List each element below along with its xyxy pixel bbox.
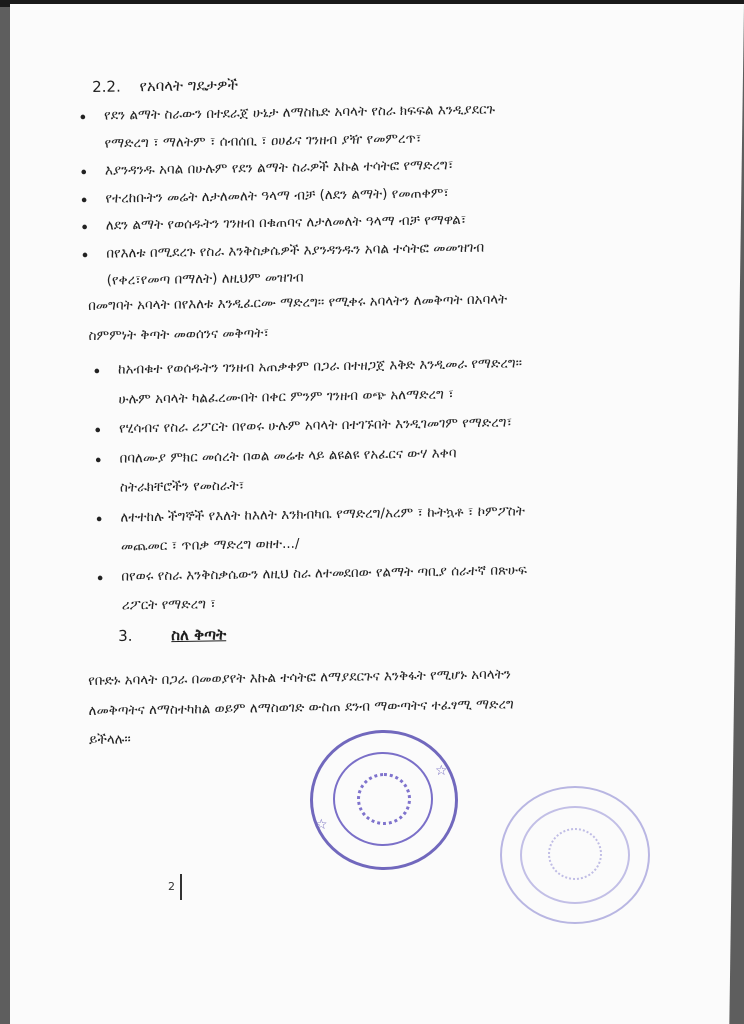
list-item: • በየወሩ የስራ እንቅስቃሴውን ለዚህ ስራ ለተመደበው የልማት ጣቢያ ሰራተኛ በጽሁፍ ሪፖርት የማድረግ ፣ [95,559,696,616]
section-number: 2.2. [92,77,121,96]
obligations-list [92,353,696,628]
star-icon: ☆ [435,763,448,779]
section-title: ስለ ቅጣት [171,625,227,645]
list-item: • የሂሳብና የስራ ሪፖርት በየወሩ ሁሉም አባላት በተገኙበት እንዲገመገም የማድረግ፣ [93,412,693,439]
official-seal-stamp [310,730,458,870]
seal-emblem [357,773,411,825]
seal-emblem [548,828,602,880]
list-item: • በየእለቱ በሚደረጉ የስራ እንቅስቃሴዎች እያንዳንዱን አባል ተሳትፎ መመዝገብ (የቀረ፣የመጣ በማለት) ለዚህም መዝገብ [80,236,691,291]
list-item: • ለደን ልማት የወሰዱትን ገንዘብ በቁጠባና ለታለመለት ዓላማ ብቻ የማዋል፣ [80,209,690,236]
page-number-bar [180,874,182,900]
page-number: 2 [168,880,175,893]
duties-list [78,98,691,300]
list-item: • እያንዳንዱ አባል በሁሉም የደን ልማት ስራዎች እኩል ተሳትፎ የማድረግ፣ [79,154,689,181]
paragraph-penalty: የቡድኑ አባላት በጋራ በመወያየት እኩል ተሳትፎ ለማያደርጉና እንቅፋት የሚሆኑ አባላትን ለመቅጣትና ለማስተካከል ወይም ለማስወገድ ውስጠ ደንብ ማውጣትና ተፈፃሚ ማድረግ ይችላሉ፡፡ [88,666,514,749]
list-item: • ከአብቁተ የወሰዱትን ገንዘብ አጠቃቀም በጋራ በተዘጋጀ እቅድ እንዲመራ የማድረግ፡፡ ሁሉም አባላት ካልፈረሙበት በቀር ምንም ገንዘብ ወጭ አለማድረግ ፣ [92,353,693,410]
section-title: የአባላት ግዴታዎች [139,75,239,96]
section-heading-3 [118,625,226,645]
list-item: • የተረከቡትን መሬት ለታለመለት ዓላማ ብቻ (ለደን ልማት) የመጠቀም፣ [79,181,689,208]
faded-seal-stamp [500,786,650,924]
section-heading-2-2 [92,76,238,96]
star-icon: ☆ [315,817,328,833]
list-item: • የደን ልማት ስራውን በተደራጀ ሁኔታ ለማስኬድ አባላት የስራ ክፍፍል እንዲያደርጉ የማድረግ ፣ ማለትም ፣ ሰብሰቢ ፣ ዐሀፊና ገንዘብ ያዥ የመምረጥ፣ [78,98,689,153]
list-item: • ለተተከሉ ችግኞች የእለት ከእለት እንክብካቤ የማድረግ/አረም ፣ ኩትኳቶ ፣ ኮምፖስት መጨመር ፣ ጥበቃ ማድረግ ወዘተ.../ [94,500,695,557]
list-item: • በባለሙያ ምክር መሰረት በወል መሬቱ ላይ ልዩልዩ የአፈርና ውሃ እቀባ ስትራክቸሮችን የመስራት፣ [93,441,694,498]
section-number: 3. [118,626,133,645]
paragraph-attendance: በመግባት አባላት በየእለቱ እንዲፈርሙ ማድረግ፡፡ የሚቀሩ አባላትን ለመቅጣት በአባላት ስምምነት ቅጣት መወሰንና መቅጣት፣ [88,291,508,344]
